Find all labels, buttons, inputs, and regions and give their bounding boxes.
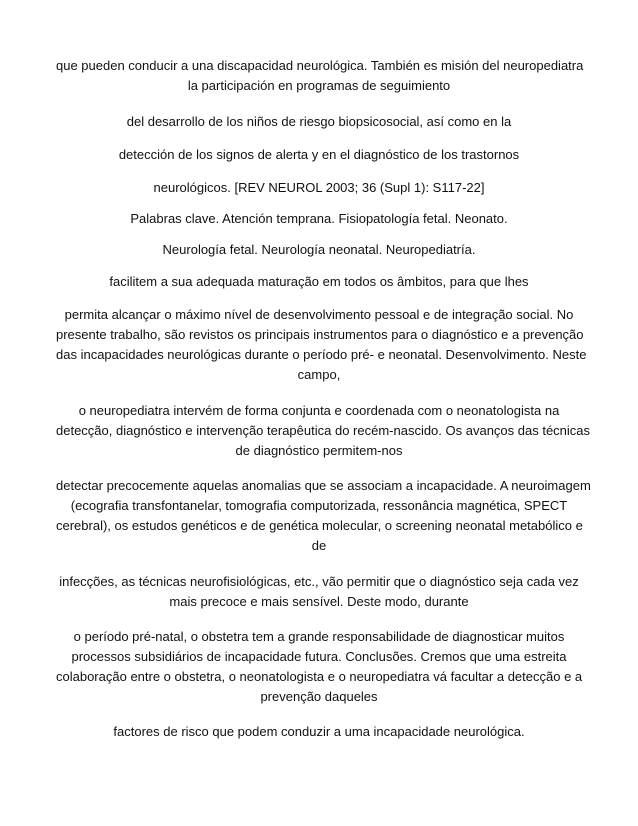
paragraph (56, 627, 582, 707)
text-line: detecção, diagnóstico e intervenção terapêutica do recém-nascido. Os avanços das técnicas (56, 423, 591, 438)
text-line: Palabras clave. Atención temprana. Fisiopatología fetal. Neonato. (130, 211, 508, 226)
paragraph (56, 401, 591, 461)
text-line: o período pré-natal, o obstetra tem a grande responsabilidade de diagnosticar muitos (73, 629, 565, 644)
text-line: infecções, as técnicas neurofisiológicas, etc., vão permitir que o diagnóstico seja cada vez (59, 574, 579, 589)
keywords-paragraph (56, 240, 582, 260)
text-line: das incapacidades neurológicas durante o período pré- e neonatal. Desenvolvimento. Neste (56, 347, 587, 362)
text-line: facilitem a sua adequada maturação em todos os âmbitos, para que lhes (109, 274, 529, 289)
text-line: de (311, 538, 327, 553)
text-line: neurológicos. [REV NEUROL 2003; 36 (Supl 1): S117-22] (153, 180, 485, 195)
text-line: del desarrollo de los niños de riesgo biopsicosocial, así como en la (126, 114, 512, 129)
paragraph (56, 722, 582, 742)
text-line: cerebral), os estudos genéticos e de genética molecular, o screening neonatal metabólico e (56, 518, 583, 533)
text-line: colaboração entre o obstetra, o neonatologista e o neuropediatra vá facultar a detecção e a (56, 669, 583, 684)
paragraph (56, 305, 587, 385)
text-line: detección de los signos de alerta y en el diagnóstico de los trastornos (118, 147, 520, 162)
text-line: (ecografia transfontanelar, tomografia computorizada, ressonância magnética, SPECT (70, 498, 568, 513)
text-line: permita alcançar o máximo nível de desenvolvimento pessoal e de integração social. No (64, 307, 574, 322)
paragraph (56, 272, 582, 292)
text-line: mais precoce e mais sensível. Deste modo, durante (169, 594, 469, 609)
text-line: factores de risco que podem conduzir a uma incapacidade neurológica. (113, 724, 525, 739)
text-line: o neuropediatra intervém de forma conjunta e coordenada com o neonatologista na (78, 403, 560, 418)
text-line: presente trabalho, são revistos os principais instrumentos para o diagnóstico e a prevenção (56, 327, 584, 342)
paragraph (56, 145, 582, 165)
paragraph (56, 476, 591, 556)
paragraph (56, 112, 582, 132)
text-line: detectar precocemente aquelas anomalias que se associam a incapacidade. A neuroimagem (56, 478, 591, 493)
text-line: campo, (297, 367, 341, 382)
text-line: que pueden conducir a una discapacidad neurológica. También es misión del neuropediatra (56, 58, 584, 73)
paragraph (56, 56, 582, 96)
text-line: prevenção daqueles (260, 689, 378, 704)
citation-paragraph (56, 178, 582, 198)
text-line: Neurología fetal. Neurología neonatal. Neuropediatría. (162, 242, 476, 257)
text-line: la participación en programas de seguimiento (187, 78, 451, 93)
paragraph (56, 572, 582, 612)
keywords-paragraph (56, 209, 582, 229)
text-line: processos subsidiários de incapacidade futura. Conclusões. Cremos que uma estreita (71, 649, 567, 664)
text-line: de diagnóstico permitem-nos (235, 443, 403, 458)
